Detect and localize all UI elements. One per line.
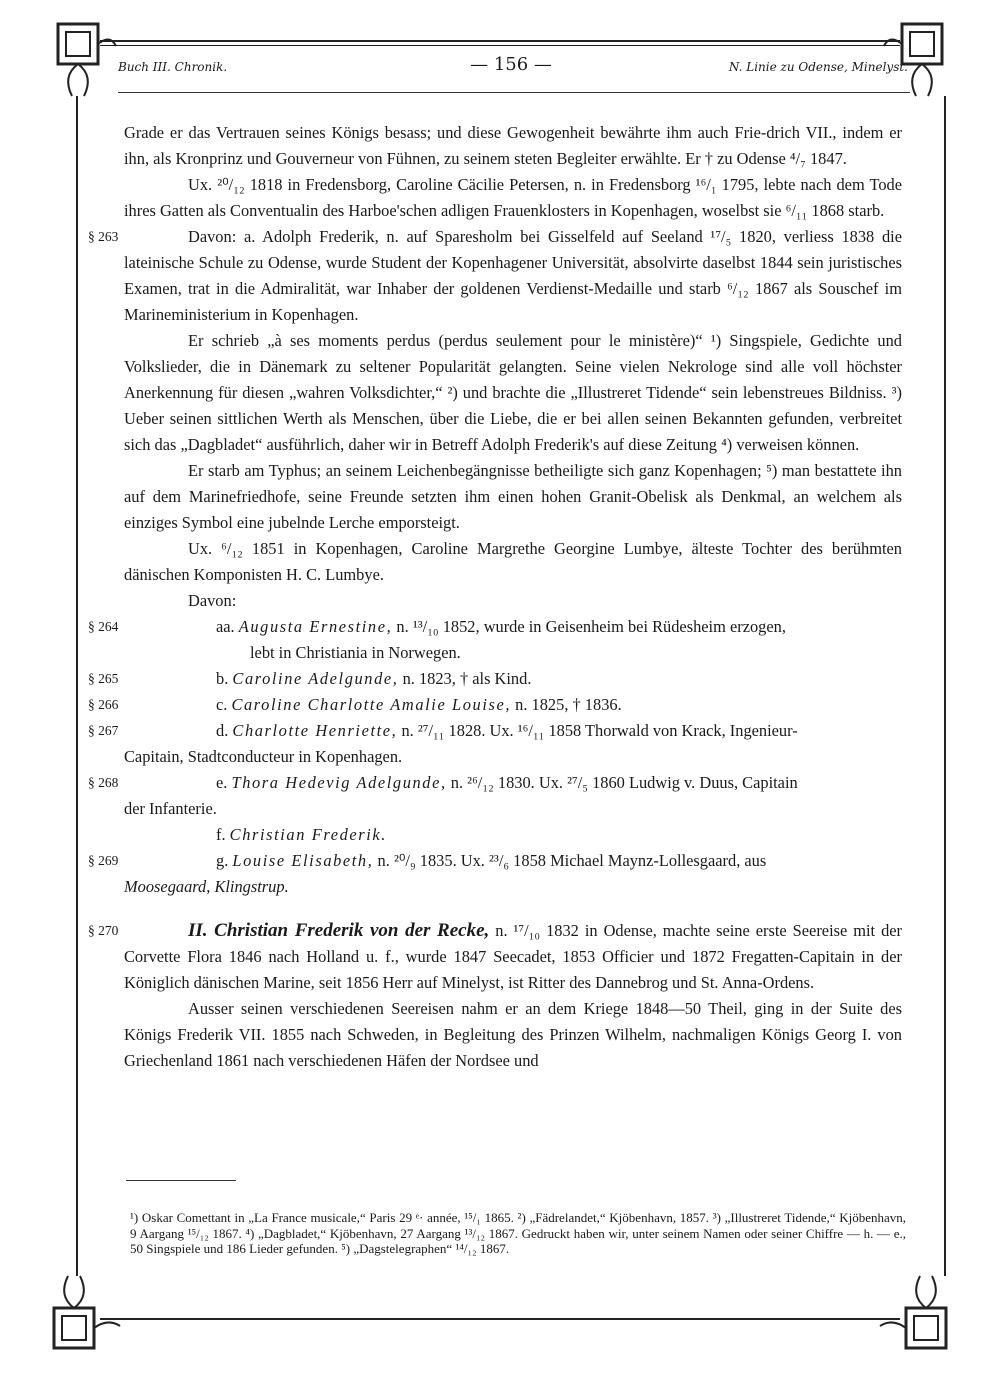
entry-mark: d.: [216, 721, 229, 740]
spacer: [124, 900, 902, 918]
entry-name: Thora Hedevig Adelgunde,: [231, 773, 447, 792]
section-number: § 265: [88, 671, 119, 686]
header-rule: [118, 92, 910, 93]
entry-text: n. ¹³/₁₀ 1852, wurde in Geisenheim bei Rüdesheim erzogen,: [396, 617, 786, 636]
footnote-rule: [126, 1180, 236, 1181]
entry-continuation: Capitain, Stadtconducteur in Kopenhagen.: [124, 747, 403, 766]
paragraph-text: Grade er das Vertrauen seines Königs besass; und diese Gewogenheit bewährte ihm auch Frie-drich VII., indem er ihn, als Kronprinz und Gouverneur von Fühnen, zu seinem steten Begleiter erwählte. Er † zu Odense ⁴/₇ 1847.: [124, 123, 902, 168]
entry-name: Louise Elisabeth,: [232, 851, 374, 870]
header-right: N. Linie zu Odense, Minelyst.: [728, 60, 908, 74]
entry-name: Caroline Charlotte Amalie Louise,: [231, 695, 512, 714]
entry-continuation: Moosegaard, Klingstrup.: [124, 877, 289, 896]
section-number: § 269: [88, 853, 119, 868]
paragraph: [124, 588, 902, 614]
section-number: § 264: [88, 619, 119, 634]
header-left: Buch III. Chronik.: [118, 60, 228, 74]
entry-mark: aa.: [216, 617, 235, 636]
entry-text: n. 1823, † als Kind.: [402, 669, 532, 688]
entry-name: Caroline Adelgunde,: [232, 669, 399, 688]
paragraph: [124, 328, 902, 458]
ornament-bottom-left-icon: [44, 1268, 124, 1358]
paragraph-text: Ausser seinen verschiedenen Seereisen nahm er an dem Kriege 1848—50 Theil, ging in der Suite des Königs Frederik VII. 1855 nach Schweden, in Begleitung des Prinzen Wilhelm, nachmaligen Königs Georg I. von Griechenland 1861 nach verschiedenen Häfen der Nordsee und: [124, 999, 902, 1070]
child-entry: [88, 718, 902, 770]
child-entry: [88, 770, 902, 822]
section-number: § 270: [88, 923, 119, 938]
entry-text: n. 1825, † 1836.: [515, 695, 622, 714]
child-entry: [88, 848, 902, 900]
paragraph: [124, 120, 902, 172]
entry-continuation: der Infanterie.: [124, 799, 217, 818]
entry-name: Augusta Ernestine,: [238, 617, 393, 636]
entry-mark: e.: [216, 773, 228, 792]
entry-name: Charlotte Henriette,: [232, 721, 398, 740]
child-entry: [88, 666, 902, 692]
child-entry: [124, 822, 902, 848]
entry-name: Christian Frederik.: [229, 825, 387, 844]
entry-continuation: lebt in Christiania in Norwegen.: [250, 643, 461, 662]
paragraph: [124, 458, 902, 536]
ornament-top-left-icon: [48, 14, 118, 104]
entry-mark: g.: [216, 851, 229, 870]
paragraph-text: Ux. ²⁰/₁₂ 1818 in Fredensborg, Caroline Cäcilie Petersen, n. in Fredensborg ¹⁶/₁ 1795, lebte nach dem Tode ihres Gatten als Conventualin des Harboe'schen adligen Frauenklosters in Kopenhagen, woselbst sie ⁶/₁₁ 1868 starb.: [124, 175, 902, 220]
section-ii-text: n. ¹⁷/₁₀ 1832 in Odense, machte seine erste Seereise mit der Corvette Flora 1846 nach Holland u. f., wurde 1847 Seecadet, 1853 Officier und 1872 Fregatten-Capitain in der Königlich dänischen Marine, seit 1856 Herr auf Minelyst, ist Ritter des Dannebrog und St. Anna-Ordens.: [124, 921, 903, 992]
running-header: [118, 54, 908, 80]
entry-mark: b.: [216, 669, 229, 688]
footnotes: ¹) Oskar Comettant in „La France musicale,“ Paris 29 ᵉ· année, ¹⁵/₁ 1865. ²) „Fädrelandet,“ Kjöbenhavn, 1857. ³) „Illustreret Tidende,“ Kjöbenhavn, 9 Aargang ¹⁵/₁₂ 1867. ⁴) „Dagbladet,“ Kjöbenhavn, 27 Aargang ¹³/₁₂ 1867. Gedruckt haben wir, unter seinem Namen oder seiner Chiffre — h. — e., 50 Singspiele und 186 Lieder gefunden. ⁵) „Dagstelegraphen“ ¹⁴/₁₂ 1867.: [130, 1210, 906, 1256]
paragraph-text: Er schrieb „à ses moments perdus (perdus seulement pour le ministère)“ ¹) Singspiele, Gedichte und Volkslieder, die in Dänemark zu seltener Popularität gelangten. Seine vielen Nekrologe sind alle voll höchster Anerkennung für diesen „wahren Volksdichter,“ ²) und brachte die „Illustreret Tidende“ sein lebenstreues Bildniss. ³) Ueber seinen sittlichen Werth als Menschen, über die Liebe, die er bei allen seinen Bekannten gefunden, verbreitet sich das „Dagbladet“ ausführlich, daher wir in Betreff Adolph Frederik's auf diese Zeitung ⁴) verweisen können.: [124, 331, 902, 454]
child-entry: [88, 614, 902, 666]
frame-bottom-line: [100, 1318, 900, 1320]
section-number: § 267: [88, 723, 119, 738]
paragraph-text: Davon:: [188, 591, 237, 610]
section-ii: [88, 918, 903, 996]
child-entry: [88, 692, 902, 718]
paragraph-text: Ux. ⁶/₁₂ 1851 in Kopenhagen, Caroline Margrethe Georgine Lumbye, älteste Tochter des berühmten dänischen Komponisten H. C. Lumbye.: [124, 539, 902, 584]
frame-left-line: [76, 96, 78, 1276]
entry-mark: c.: [216, 695, 228, 714]
ornament-bottom-right-icon: [876, 1268, 956, 1358]
section-number: § 266: [88, 697, 119, 712]
frame-top-line: [100, 40, 900, 42]
frame-top-line-inner: [100, 45, 900, 46]
main-text: [88, 120, 903, 1074]
section-number: § 268: [88, 775, 119, 790]
entry-text: n. ²⁶/₁₂ 1830. Ux. ²⁷/₅ 1860 Ludwig v. Duus, Capitain: [450, 773, 798, 792]
frame-right-line: [944, 96, 946, 1276]
paragraph-text: Davon: a. Adolph Frederik, n. auf Sparesholm bei Gisselfeld auf Seeland ¹⁷/₅ 1820, verliess 1838 die lateinische Schule zu Odense, wurde Student der Kopenhagener Universität, absolvirte daselbst 1844 sein juristisches Examen, trat in die Admiralität, war Inhaber der goldenen Verdienst-Medaille und starb ⁶/₁₂ 1867 als Souschef im Marineministerium in Kopenhagen.: [124, 227, 902, 324]
section-number: § 263: [88, 229, 119, 244]
page-number: — 156 —: [470, 54, 552, 75]
paragraph: [124, 536, 902, 588]
paragraph: [124, 996, 902, 1074]
entry-text: n. ²⁰/₉ 1835. Ux. ²³/₆ 1858 Michael Maynz-Lollesgaard, aus: [377, 851, 767, 870]
paragraph: [88, 224, 902, 328]
paragraph: [124, 172, 902, 224]
paragraph-text: Er starb am Typhus; an seinem Leichenbegängnisse betheiligte sich ganz Kopenhagen; ⁵) man bestattete ihn auf dem Marinefriedhofe, seine Freunde setzten ihm einen hohen Granit-Obelisk als Denkmal, an welchem als einziges Symbol eine jubelnde Lerche emporsteigt.: [124, 461, 902, 532]
section-ii-heading: II. Christian Frederik von der Recke,: [188, 920, 490, 941]
entry-text: n. ²⁷/₁₁ 1828. Ux. ¹⁶/₁₁ 1858 Thorwald von Krack, Ingenieur-: [401, 721, 798, 740]
entry-mark: f.: [216, 825, 226, 844]
